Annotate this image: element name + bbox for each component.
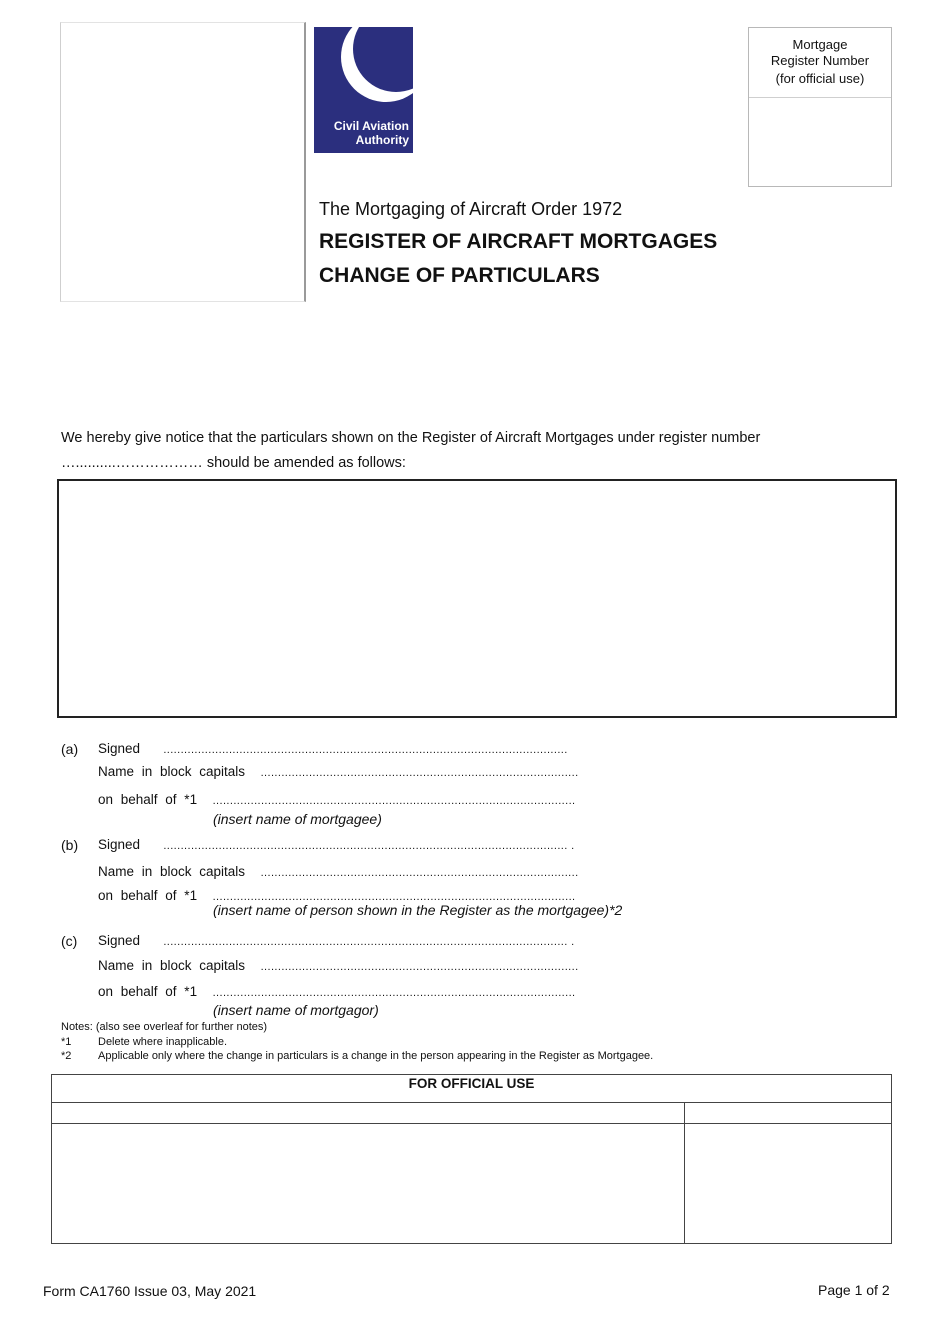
page-number: Page 1 of 2 bbox=[818, 1282, 890, 1298]
notice-line-2: …..........……………… should be amended as follows: bbox=[61, 455, 406, 471]
sig-b-behalf-field[interactable] bbox=[98, 888, 576, 903]
sig-b-hint: (insert name of person shown in the Register as the mortgagee)*2 bbox=[213, 902, 623, 918]
note-mark-1: *1 bbox=[61, 1036, 72, 1048]
sig-c-signed-field[interactable] bbox=[98, 933, 575, 948]
sig-a-label: (a) bbox=[61, 741, 79, 757]
official-use-divider bbox=[684, 1103, 685, 1243]
sig-b-signed-field[interactable] bbox=[98, 837, 575, 852]
logo-org-name: Civil Aviation Authority bbox=[333, 119, 409, 147]
behalf-label: on behalf of *1 bbox=[98, 792, 198, 807]
behalf-dots: ......................................................................................................... bbox=[212, 795, 576, 807]
register-box-line2: Register Number bbox=[770, 53, 870, 68]
signed-label: Signed bbox=[98, 933, 141, 948]
sig-b-label: (b) bbox=[61, 837, 79, 853]
blank-panel bbox=[60, 22, 306, 302]
official-use-table bbox=[51, 1074, 892, 1244]
signed-label: Signed bbox=[98, 741, 141, 756]
note-text-1: Delete where inapplicable. bbox=[98, 1036, 228, 1048]
sig-b-name-field[interactable] bbox=[98, 864, 579, 879]
register-box-line3: (for official use) bbox=[775, 71, 865, 86]
official-use-body bbox=[52, 1124, 891, 1242]
register-number-field[interactable] bbox=[749, 98, 891, 186]
behalf-dots: ......................................................................................................... bbox=[212, 891, 576, 903]
sig-c-hint: (insert name of mortgagor) bbox=[213, 1002, 379, 1018]
sig-a-name-field[interactable] bbox=[98, 764, 579, 779]
signed-dots: ..................................................................................................................... . bbox=[163, 936, 575, 948]
page-title: REGISTER OF AIRCRAFT MORTGAGES bbox=[319, 230, 718, 253]
sig-c-label: (c) bbox=[61, 933, 78, 949]
official-use-title: FOR OFFICIAL USE bbox=[52, 1075, 891, 1103]
signed-label: Signed bbox=[98, 837, 141, 852]
caa-logo bbox=[314, 27, 413, 153]
page-subtitle: CHANGE OF PARTICULARS bbox=[319, 264, 600, 287]
note-text-2: Applicable only where the change in particulars is a change in the person appearing in the Register as Mortgagee. bbox=[98, 1050, 654, 1062]
behalf-dots: ......................................................................................................... bbox=[212, 987, 576, 999]
form-identifier: Form CA1760 Issue 03, May 2021 bbox=[43, 1283, 257, 1299]
official-use-row bbox=[52, 1103, 891, 1124]
name-dots: ............................................................................................ bbox=[260, 867, 579, 879]
note-mark-2: *2 bbox=[61, 1050, 72, 1062]
signed-dots: ..................................................................................................................... . bbox=[163, 840, 575, 852]
name-dots: ............................................................................................ bbox=[260, 767, 579, 779]
name-dots: ............................................................................................ bbox=[260, 961, 579, 973]
name-label: Name in block capitals bbox=[98, 958, 246, 973]
notes-heading: Notes: (also see overleaf for further notes) bbox=[61, 1021, 268, 1033]
register-box-line1: Mortgage bbox=[792, 37, 848, 52]
register-number-header bbox=[749, 28, 891, 98]
name-label: Name in block capitals bbox=[98, 764, 246, 779]
sig-c-name-field[interactable] bbox=[98, 958, 579, 973]
register-number-box bbox=[748, 27, 892, 187]
sig-a-hint: (insert name of mortgagee) bbox=[213, 811, 382, 827]
name-label: Name in block capitals bbox=[98, 864, 246, 879]
signed-dots: ..................................................................................................................... bbox=[163, 744, 568, 756]
sig-a-behalf-field[interactable] bbox=[98, 792, 576, 807]
sig-c-behalf-field[interactable] bbox=[98, 984, 576, 999]
order-title: The Mortgaging of Aircraft Order 1972 bbox=[319, 199, 623, 219]
amendments-field[interactable] bbox=[57, 479, 897, 718]
behalf-label: on behalf of *1 bbox=[98, 888, 198, 903]
behalf-label: on behalf of *1 bbox=[98, 984, 198, 999]
sig-a-signed-field[interactable] bbox=[98, 741, 568, 756]
notice-line-1: We hereby give notice that the particulars shown on the Register of Aircraft Mortgages under register number bbox=[61, 430, 761, 446]
